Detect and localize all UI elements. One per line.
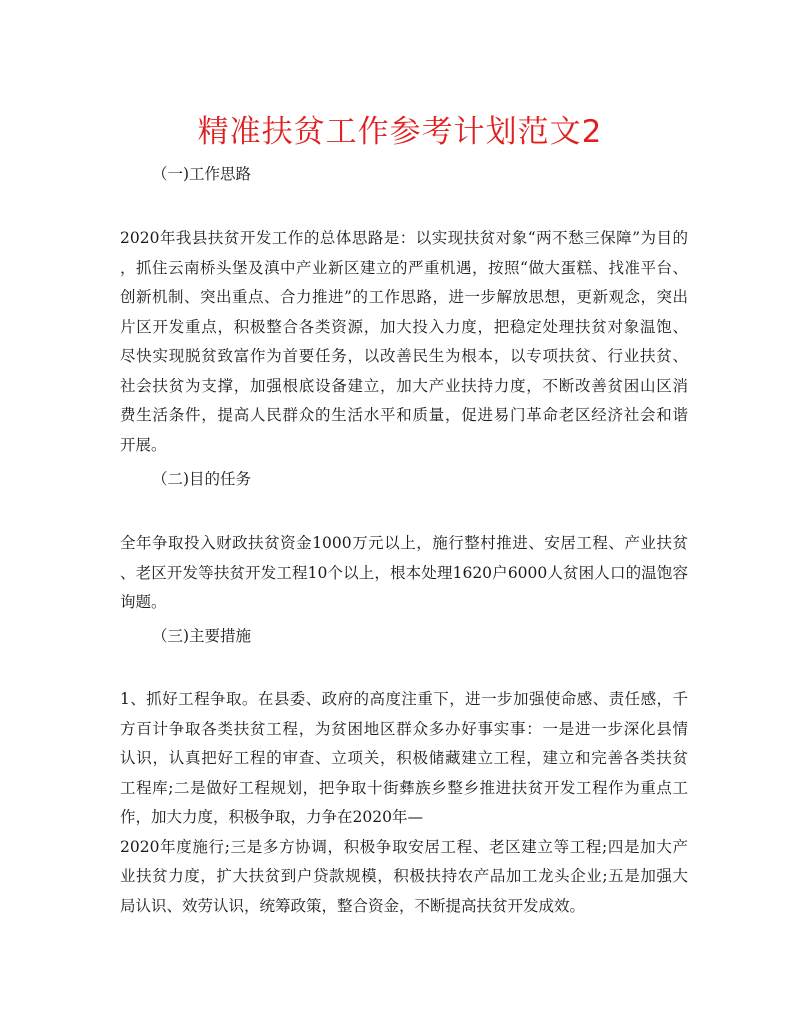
paragraph-line: 业扶贫力度，扩大扶贫到户贷款规模，积极扶持农产品加工龙头企业;五是加强大 <box>120 867 688 885</box>
paragraph-line: 片区开发重点，积极整合各类资源，加大投入力度，把稳定处理扶贫对象温饱、 <box>120 317 688 336</box>
section-heading-1: （一)工作思路 <box>152 165 252 183</box>
document-title: 精准扶贫工作参考计划范文2 <box>197 114 603 150</box>
section-heading-3: （三)主要措施 <box>152 627 252 645</box>
paragraph-line: 工程库;二是做好工程规划，把争取十街彝族乡整乡推进扶贫开发工程作为重点工 <box>120 778 688 797</box>
paragraph-line: 询题。 <box>120 593 167 611</box>
section-paragraph-3 <box>120 685 688 921</box>
paragraph-line: 创新机制、突出重点、合力推进”的工作思路，进一步解放思想，更新观念，突出 <box>120 288 688 306</box>
paragraph-line: 费生活条件，提高人民群众的生活水平和质量，促进易门革命老区经济社会和谐 <box>120 406 688 424</box>
section-heading-2: （二)目的任务 <box>152 470 252 488</box>
section-paragraph-2 <box>120 529 688 618</box>
paragraph-line: ，抓住云南桥头堡及滇中产业新区建立的严重机遇，按照“做大蛋糕、找准平台、 <box>120 258 688 277</box>
paragraph-line: 作，加大力度，积极争取，力争在2020年— <box>120 808 423 826</box>
paragraph-line: 、老区开发等扶贫开发工程10个以上，根本处理1620户6000人贫困人口的温饱容 <box>120 563 688 582</box>
paragraph-line: 1、抓好工程争取。在县委、政府的高度注重下，进一步加强使命感、责任感，千 <box>120 690 688 708</box>
paragraph-line: 社会扶贫为支撑，加强根底设备建立，加大产业扶持力度，不断改善贫困山区消 <box>120 376 688 395</box>
paragraph-line: 全年争取投入财政扶贫资金1000万元以上，施行整村推进、安居工程、产业扶贫 <box>120 534 688 552</box>
section-paragraph-1 <box>120 224 688 460</box>
paragraph-line: 局认识、效劳认识，统筹政策，整合资金，不断提高扶贫开发成效。 <box>120 896 586 915</box>
paragraph-line: 开展。 <box>120 435 167 454</box>
paragraph-line: 方百计争取各类扶贫工程，为贫困地区群众多办好事实事：一是进一步深化县情 <box>120 719 688 738</box>
paragraph-line: 尽快实现脱贫致富作为首要任务，以改善民生为根本，以专项扶贫、行业扶贫、 <box>120 347 688 365</box>
paragraph-line: 认识，认真把好工程的审查、立项关，积极储藏建立工程，建立和完善各类扶贫 <box>120 749 688 767</box>
paragraph-line: 2020年我县扶贫开发工作的总体思路是：以实现扶贫对象“两不愁三保障”为目的 <box>120 229 688 247</box>
paragraph-line: 2020年度施行;三是多方协调，积极争取安居工程、老区建立等工程;四是加大产 <box>120 837 688 856</box>
